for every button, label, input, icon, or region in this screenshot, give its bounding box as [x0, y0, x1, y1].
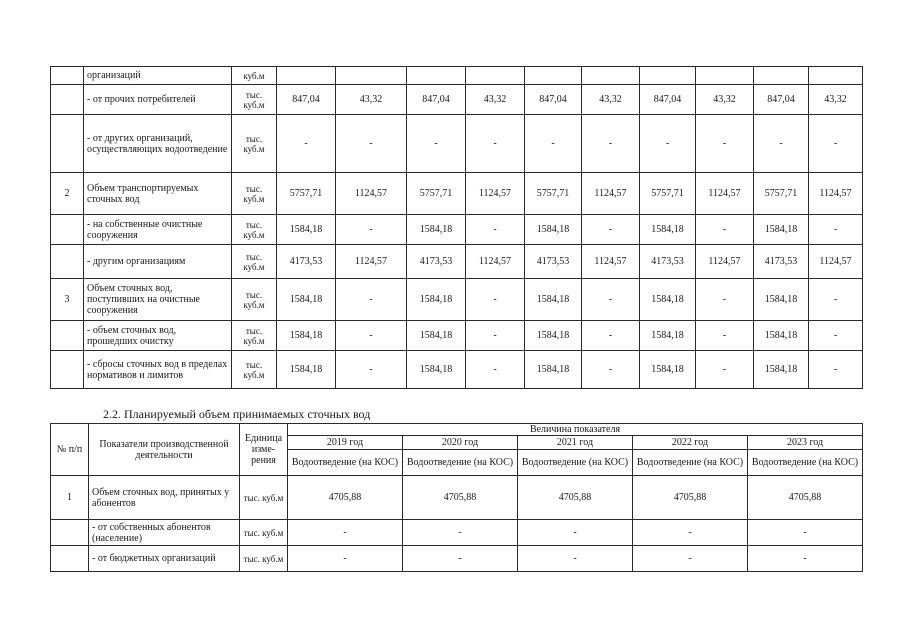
table-cell: -	[336, 215, 407, 245]
table-cell: -	[582, 215, 640, 245]
wastewater-table-continued	[50, 66, 863, 389]
table-cell: -	[633, 546, 748, 572]
table-cell	[466, 67, 525, 85]
table-cell: -	[466, 215, 525, 245]
table-cell: -	[403, 546, 518, 572]
table-cell: 1584,18	[640, 279, 696, 321]
table-cell: -	[582, 351, 640, 389]
table-row	[51, 245, 863, 279]
row-label: Объем сточных вод, поступивших на очистные сооружения	[84, 279, 232, 321]
table-cell	[336, 67, 407, 85]
table-cell: 4705,88	[518, 476, 633, 520]
row-number	[51, 245, 84, 279]
table-cell: 1124,57	[696, 173, 754, 215]
row-number	[51, 520, 89, 546]
row-number	[51, 67, 84, 85]
table-row	[51, 321, 863, 351]
row-unit: тыс. куб.м	[232, 321, 277, 351]
table-cell: 1124,57	[466, 173, 525, 215]
header-subcolumn: Водоотведение (на КОС)	[748, 450, 863, 476]
table-cell: 4173,53	[754, 245, 809, 279]
table-cell: 1584,18	[754, 321, 809, 351]
table-cell: 4705,88	[403, 476, 518, 520]
table-cell: 1584,18	[407, 321, 466, 351]
row-unit: тыс. куб.м	[232, 215, 277, 245]
row-number	[51, 85, 84, 115]
table-cell: 1584,18	[754, 351, 809, 389]
table-cell: 1584,18	[754, 279, 809, 321]
table-cell: 1584,18	[277, 321, 336, 351]
header-year: 2019 год	[288, 436, 403, 450]
header-year: 2020 год	[403, 436, 518, 450]
table-cell: 4705,88	[633, 476, 748, 520]
table-cell: -	[809, 115, 863, 173]
table-cell: 1584,18	[525, 215, 582, 245]
header-subcolumn: Водоотведение (на КОС)	[633, 450, 748, 476]
table-cell: 5757,71	[277, 173, 336, 215]
row-label: Объем сточных вод, принятых у абонентов	[89, 476, 240, 520]
table-cell: -	[582, 321, 640, 351]
table-cell: 43,32	[582, 85, 640, 115]
table-cell: 43,32	[466, 85, 525, 115]
table-cell	[407, 67, 466, 85]
table-cell: 1584,18	[277, 279, 336, 321]
row-unit: куб.м	[232, 67, 277, 85]
table-cell: -	[809, 351, 863, 389]
header-subcolumn: Водоотведение (на КОС)	[403, 450, 518, 476]
table-cell: 1124,57	[336, 173, 407, 215]
table-cell: -	[696, 215, 754, 245]
table-cell: 847,04	[754, 85, 809, 115]
table-cell: -	[466, 279, 525, 321]
header-unit: Единица изме-рения	[240, 424, 288, 476]
table-cell: 1124,57	[582, 245, 640, 279]
table-row	[51, 546, 863, 572]
row-label: - объем сточных вод, прошедших очистку	[84, 321, 232, 351]
row-unit: тыс. куб.м	[240, 476, 288, 520]
table-row	[51, 115, 863, 173]
header-group: Величина показателя	[288, 424, 863, 436]
table-cell: 1584,18	[277, 351, 336, 389]
table-cell: -	[336, 351, 407, 389]
table-cell: -	[518, 546, 633, 572]
table-cell: 5757,71	[754, 173, 809, 215]
table-cell: 43,32	[696, 85, 754, 115]
table-cell: -	[403, 520, 518, 546]
table-cell: -	[809, 279, 863, 321]
table-row	[51, 173, 863, 215]
row-number: 3	[51, 279, 84, 321]
table-cell: -	[582, 279, 640, 321]
table-cell	[640, 67, 696, 85]
table-cell: -	[336, 321, 407, 351]
table-cell: -	[696, 115, 754, 173]
table-cell: 847,04	[640, 85, 696, 115]
table-cell: -	[466, 115, 525, 173]
row-unit: тыс. куб.м	[240, 546, 288, 572]
table-cell: 43,32	[809, 85, 863, 115]
table-cell: -	[809, 215, 863, 245]
table-cell: -	[277, 115, 336, 173]
header-year: 2022 год	[633, 436, 748, 450]
table-cell: -	[696, 279, 754, 321]
table-cell: 847,04	[407, 85, 466, 115]
table-row	[51, 215, 863, 245]
planned-wastewater-table	[50, 423, 863, 572]
header-year: 2021 год	[518, 436, 633, 450]
row-label: Объем транспортируемых сточных вод	[84, 173, 232, 215]
table-cell: 1584,18	[640, 321, 696, 351]
table-cell	[582, 67, 640, 85]
table-cell: 5757,71	[525, 173, 582, 215]
table-cell: -	[525, 115, 582, 173]
table-cell: 1584,18	[640, 215, 696, 245]
table-cell: 1124,57	[696, 245, 754, 279]
table-cell: -	[466, 351, 525, 389]
table-cell	[754, 67, 809, 85]
table-cell: -	[336, 279, 407, 321]
table-cell: 847,04	[277, 85, 336, 115]
table-cell: -	[640, 115, 696, 173]
table-cell	[809, 67, 863, 85]
table-cell: -	[582, 115, 640, 173]
row-unit: тыс. куб.м	[232, 115, 277, 173]
row-label: - сбросы сточных вод в пределах нормативов и лимитов	[84, 351, 232, 389]
row-number	[51, 115, 84, 173]
table-cell: -	[748, 520, 863, 546]
row-unit: тыс. куб.м	[232, 173, 277, 215]
table-cell: -	[633, 520, 748, 546]
table-cell: 1124,57	[809, 245, 863, 279]
table-cell: 1124,57	[809, 173, 863, 215]
table-cell: 5757,71	[407, 173, 466, 215]
row-number: 2	[51, 173, 84, 215]
section-heading: 2.2. Планируемый объем принимаемых сточных вод	[103, 407, 371, 421]
table-cell: -	[696, 351, 754, 389]
table-cell	[277, 67, 336, 85]
table-cell: 43,32	[336, 85, 407, 115]
table-cell: 1584,18	[407, 351, 466, 389]
row-label: - от других организаций, осуществляющих водоотведение	[84, 115, 232, 173]
table-cell: -	[288, 546, 403, 572]
table-cell: -	[748, 546, 863, 572]
table-row	[51, 351, 863, 389]
table-cell: -	[696, 321, 754, 351]
table-row	[51, 279, 863, 321]
row-number	[51, 215, 84, 245]
header-year: 2023 год	[748, 436, 863, 450]
header-subcolumn: Водоотведение (на КОС)	[518, 450, 633, 476]
table-cell: 5757,71	[640, 173, 696, 215]
header-indicator: Показатели производственной деятельности	[89, 424, 240, 476]
row-label: - от собственных абонентов (население)	[89, 520, 240, 546]
row-label: организаций	[84, 67, 232, 85]
table-cell: 4173,53	[640, 245, 696, 279]
table-cell: 1584,18	[525, 279, 582, 321]
header-subcolumn: Водоотведение (на КОС)	[288, 450, 403, 476]
table-cell: 1124,57	[466, 245, 525, 279]
table-cell: 1584,18	[407, 215, 466, 245]
row-label: - от прочих потребителей	[84, 85, 232, 115]
table-cell	[696, 67, 754, 85]
table-cell: -	[754, 115, 809, 173]
row-label: - от бюджетных организаций	[89, 546, 240, 572]
table-cell: 1584,18	[640, 351, 696, 389]
row-label: - другим организациям	[84, 245, 232, 279]
table-cell: -	[407, 115, 466, 173]
row-unit: тыс. куб.м	[232, 279, 277, 321]
row-unit: тыс. куб.м	[232, 85, 277, 115]
row-label: - на собственные очистные сооружения	[84, 215, 232, 245]
row-number: 1	[51, 476, 89, 520]
row-number	[51, 321, 84, 351]
table-cell: -	[288, 520, 403, 546]
table-row	[51, 67, 863, 85]
table-cell: 1584,18	[277, 215, 336, 245]
row-unit: тыс. куб.м	[232, 245, 277, 279]
table-cell: -	[518, 520, 633, 546]
table-cell: 1584,18	[525, 321, 582, 351]
table-cell: 1124,57	[582, 173, 640, 215]
table-cell: 1584,18	[525, 351, 582, 389]
table-cell: -	[466, 321, 525, 351]
row-number	[51, 546, 89, 572]
header-num: № п/п	[51, 424, 89, 476]
table-cell: 1584,18	[754, 215, 809, 245]
row-number	[51, 351, 84, 389]
table-cell: -	[809, 321, 863, 351]
table-cell: 1124,57	[336, 245, 407, 279]
table-row	[51, 520, 863, 546]
table-cell: 4173,53	[525, 245, 582, 279]
table-cell: 4705,88	[288, 476, 403, 520]
table-cell: 4173,53	[277, 245, 336, 279]
table-cell: 1584,18	[407, 279, 466, 321]
table-cell: 847,04	[525, 85, 582, 115]
table-cell: -	[336, 115, 407, 173]
row-unit: тыс. куб.м	[232, 351, 277, 389]
table-row	[51, 85, 863, 115]
table-cell	[525, 67, 582, 85]
table-row	[51, 476, 863, 520]
table-cell: 4173,53	[407, 245, 466, 279]
row-unit: тыс. куб.м	[240, 520, 288, 546]
table-cell: 4705,88	[748, 476, 863, 520]
